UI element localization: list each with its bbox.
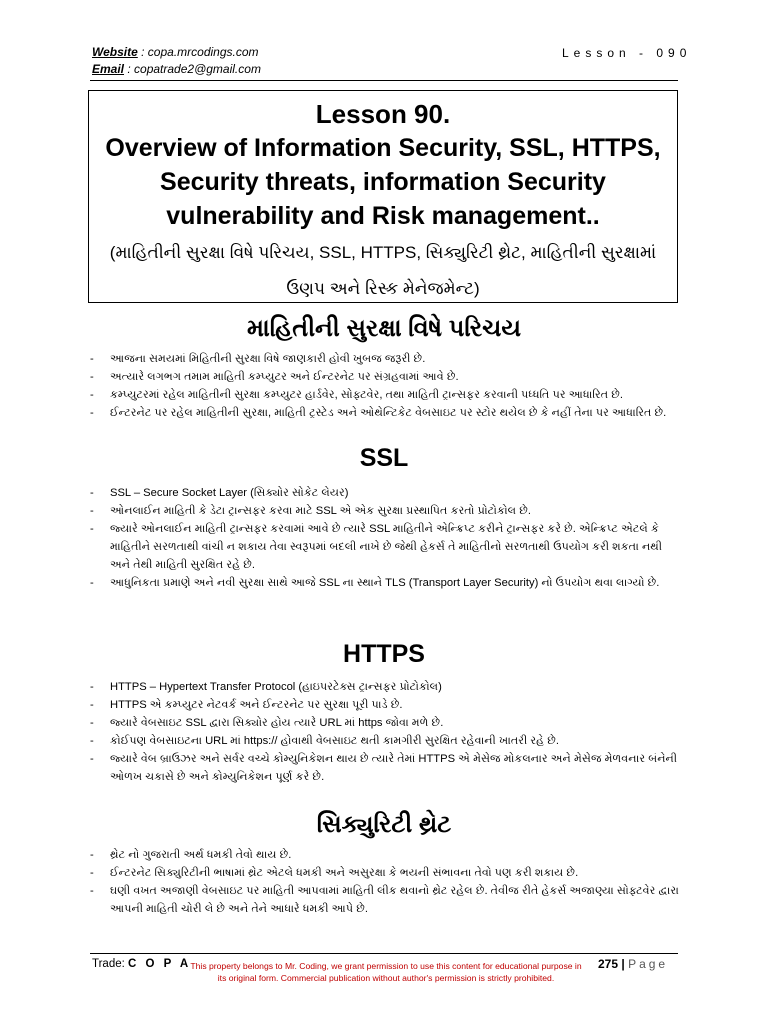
lesson-tag: Lesson - 090 [562,46,692,60]
page-number-block [598,957,668,971]
list-item: - જ્યારે ઓનલાઈન માહિતી ટ્રાન્સફર કરવામાં આવે છે ત્યારે SSL માહિતીને એન્ક્રિપ્ટ કરીને ટ્રાન્સફર કરે છે. એન્ક્રિપ્ટ એટલે કે માહિતીને સરળતાથી વાંચી ન શકાય તેવા સ્વરૂપમાં બદલી નાખે છે જેથી હેકર્સ તે માહિતીનો સરળતાથી ઉપયોગ કરી શકતા નથી અને તેથી માહિતી સુરક્ષિત રહે છે. [86,520,682,574]
page-word: Page [628,957,669,971]
section-security-threat [86,808,682,918]
email-label: Email [92,62,125,76]
trade-info [92,958,191,970]
header-divider [90,80,678,81]
website-value: : copa.mrcodings.com [141,45,259,59]
footer-divider [90,953,678,954]
list-item: - કમ્પ્યુટરમાં રહેલ માહિતીની સુરક્ષા કમ્પ્યુટર હાર્ડવેર, સોફ્ટવેર, તથા માહિતી ટ્રાન્સફર કરવાની પધ્ધતિ પર આધારિત છે. [86,386,682,404]
page-header [92,44,261,78]
list-item: - કોઈપણ વેબસાઇટના URL માં https:// હોવાથી વેબસાઇટ થતી કામગીરી સુરક્ષિત રહેવાની ખાતરી રહે છે. [86,732,682,750]
section-ssl [86,440,682,592]
list-item: - આજના સમયમાં મિહિતીની સુરક્ષા વિષે જાણકારી હોવી ખુબજ જરૂરી છે. [86,350,682,368]
list-item: - આધુનિકતા પ્રમાણે અને નવી સુરક્ષા સાથે આજે SSL ના સ્થાને TLS (Transport Layer Security) નો ઉપયોગ થવા લાગ્યો છે. [86,574,682,592]
section-https [86,636,682,786]
section-heading: સિક્યુરિટી થ્રેટ [316,811,452,838]
list-item: - SSL – Secure Socket Layer (સિક્યોર સોકેટ લેયર) [86,484,682,502]
list-item: - અત્યારે લગભગ તમામ માહિતી કમ્પ્યુટર અને ઈન્ટરનેટ પર સંગ્રહવામાં આવે છે. [86,368,682,386]
list-item: - HTTPS એ કમ્પ્યુટર નેટવર્ક અને ઈન્ટરનેટ પર સુરક્ષા પૂરી પાડે છે. [86,696,682,714]
section-heading: HTTPS [343,640,425,668]
website-line [92,44,261,61]
page-separator: | [621,957,625,971]
section-heading: માહિતીની સુરક્ષા વિષે પરિચય [246,315,522,342]
page-number: 275 [598,957,619,971]
website-label: Website [92,45,138,59]
lesson-title: Lesson 90. [315,99,451,129]
list-item: - જ્યારે વેબસાઇટ SSL દ્વારા સિક્યોર હોય ત્યારે URL માં https જોવા મળે છે. [86,714,682,732]
list-item: - જ્યારે વેબ બ્રાઉઝર અને સર્વર વચ્ચે કોમ્યુનિકેશન થાય છે ત્યારે તેમાં HTTPS એ મેસેજ મોકલનાર અને મેસેજ મેળવનાર બંનેની ઓળખ ચકાસે છે અને કોમ્યુનિકેશન પૂર્ણ કરે છે. [86,750,682,786]
list-item: - ઘણી વખત અજાણી વેબસાઇટ પર માહિતી આપવામાં માહિતી લીક થવાનો થ્રેટ રહેલ છે. તેવીજ રીતે હેકર્સ અજાણ્યા સોફ્ટવેર દ્વારા આપની માહિતી ચોરી લે છે અને તેને આધારે ધમકી આપે છે. [86,882,682,918]
section-heading: SSL [359,444,409,472]
list-item: - HTTPS – Hypertext Transfer Protocol (હાઇપરટેક્સ ટ્રાન્સફર પ્રોટોકોલ) [86,678,682,696]
copyright-notice: This property belongs to Mr. Coding, we grant permission to use this content for educational purpose in its original form. Commercial publication without author's permission is strictly prohibited. [190,961,582,983]
trade-label: Trade: [92,958,125,970]
list-item: - ઓનલાઈન માહિતી કે ડેટા ટ્રાન્સફર કરવા માટે SSL એ એક સુરક્ષા પ્રસ્થાપિત કરતો પ્રોટોકોલ છે. [86,502,682,520]
section-info-security-intro [86,312,682,422]
email-value: : copatrade2@gmail.com [127,62,261,76]
main-title: Overview of Information Security, SSL, HTTPS, Security threats, information Security vulnerability and Risk management.. [105,134,661,230]
title-box [88,90,678,303]
list-item: - ઈન્ટરનેટ પર રહેલ માહિતીની સુરક્ષા, માહિતી ટ્રસ્ટેડ અને ઓથેન્ટિકેટ વેબસાઇટ પર સ્ટોર થયેલ છે કે નહીં તેના પર આધારિત છે. [86,404,682,422]
list-item: - ઈન્ટરનેટ સિક્યુરિટીની ભાષામાં થ્રેટ એટલે ધમકી અને અસુરક્ષા કે ભયની સંભાવના તેવો પણ કરી શકાય છે. [86,864,682,882]
bullet-list [86,350,682,422]
list-item: - થ્રેટ નો ગુજરાતી અર્થ ધમકી તેવો થાય છે. [86,846,682,864]
trade-value: C O P A [128,958,192,970]
title-subtitle: (માહિતીની સુરક્ષા વિષે પરિચય, SSL, HTTPS, સિક્યુરિટી થ્રેટ, માહિતીની સુરક્ષામાં ઉણપ અને રિસ્ક મેનેજમેન્ટ) [109,243,657,298]
bullet-list [86,678,682,786]
email-line [92,61,261,78]
bullet-list [86,846,682,918]
bullet-list [86,484,682,592]
